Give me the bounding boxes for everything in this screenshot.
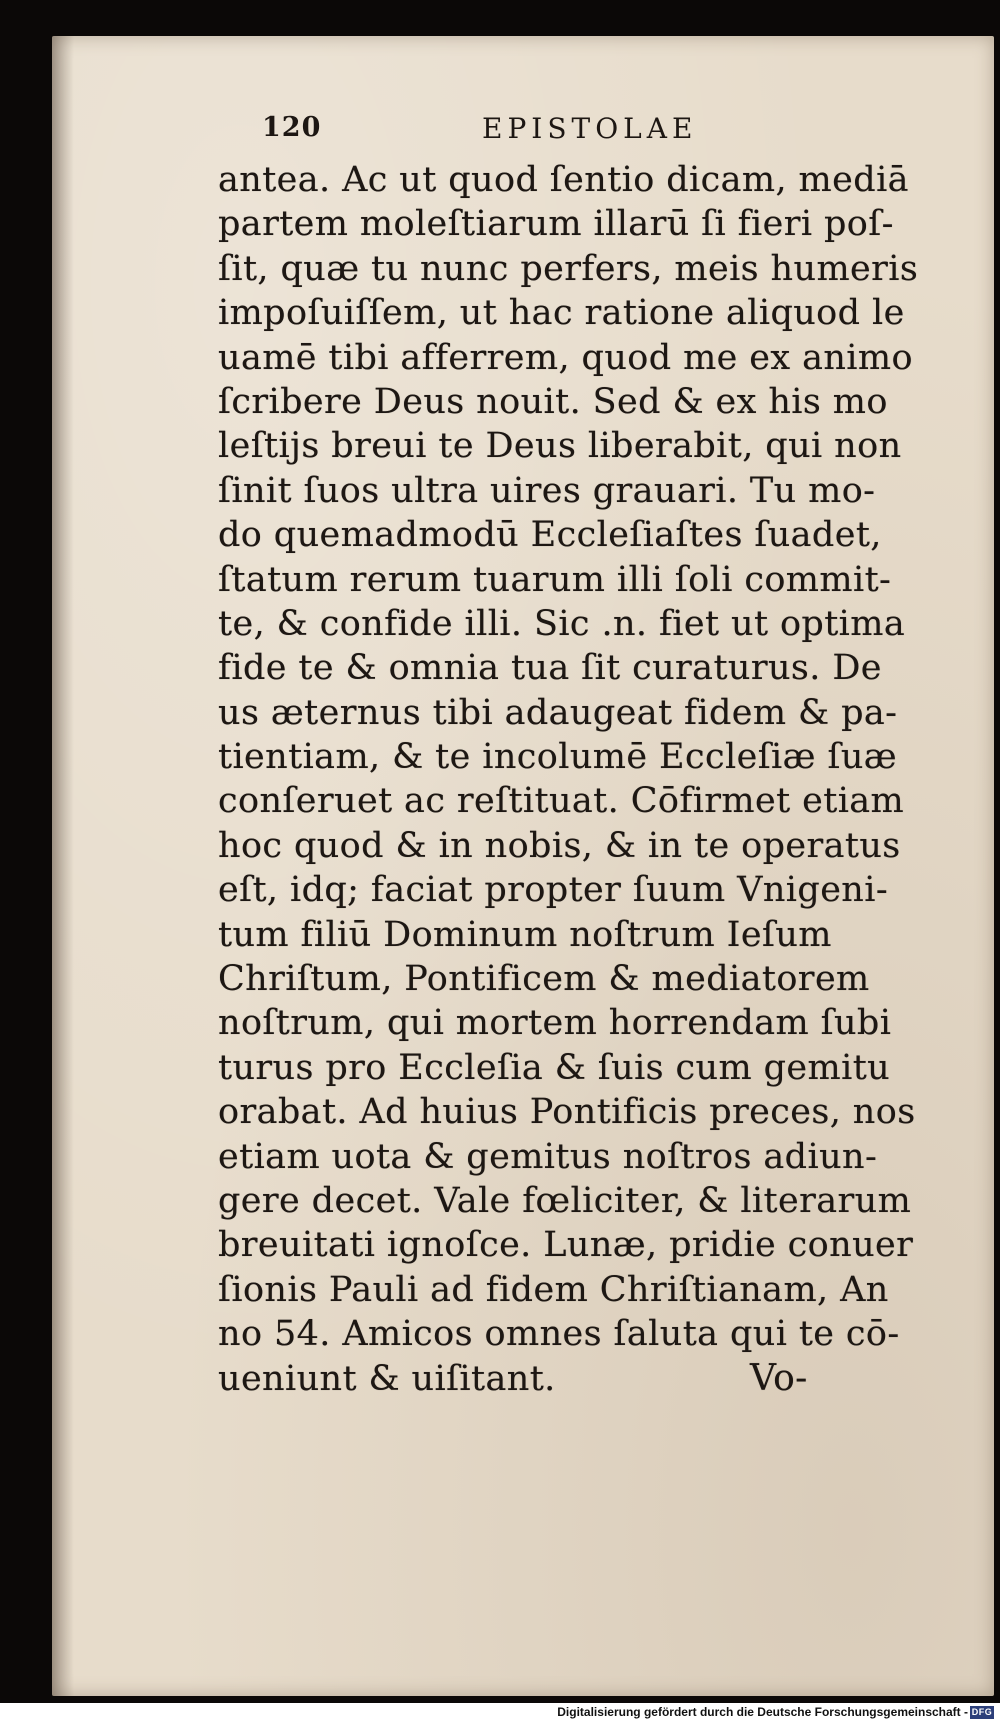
running-head <box>218 112 938 158</box>
text-line-last <box>218 1357 938 1401</box>
text-line: fide te & omnia tua ſit curaturus. De <box>218 648 882 689</box>
digitization-credit: Digitalisierung gefördert durch die Deutsche Forschungsgemeinschaft - <box>557 1705 968 1719</box>
body-text <box>218 158 938 1401</box>
text-line: do quemadmodū Eccleſiaſtes ſuadet, <box>218 515 882 556</box>
text-line: te, & confide illi. Sic .n. fiet ut optima <box>218 603 906 644</box>
text-line: etiam uota & gemitus noſtros adiun- <box>218 1136 878 1177</box>
dfg-logo: DFG <box>971 1707 993 1717</box>
page-gutter-shadow <box>52 36 74 1696</box>
text-line: us æternus tibi adaugeat fidem & pa- <box>218 692 898 733</box>
text-line: gere decet. Vale fœliciter, & literarum <box>218 1180 912 1221</box>
text-line: tum filiū Dominum noſtrum Ieſum <box>218 914 832 955</box>
text-line: uamē tibi afferrem, quod me ex animo <box>218 337 913 378</box>
text-line: no 54. Amicos omnes ſaluta qui te cō- <box>218 1314 900 1355</box>
text-line: hoc quod & in nobis, & in te operatus <box>218 825 901 866</box>
text-line: ſit, quæ tu nunc perfers, meis humeris <box>218 248 919 289</box>
text-line: eſt, idq; faciat propter ſuum Vnigeni- <box>218 870 889 911</box>
text-line: tientiam, & te incolumē Eccleſiæ ſuæ <box>218 737 898 778</box>
text-line: orabat. Ad huius Pontificis preces, nos <box>218 1092 916 1133</box>
text-line: Chriſtum, Pontificem & mediatorem <box>218 959 870 1000</box>
text-line: antea. Ac ut quod ſentio dicam, mediā <box>218 160 909 200</box>
page-number: 120 <box>262 112 322 143</box>
text-line: ſionis Pauli ad fidem Chriſtianam, An <box>218 1269 889 1310</box>
text-line: ſinit ſuos ultra uires grauari. Tu mo- <box>218 470 876 511</box>
running-head-title: EPISTOLAE <box>482 112 698 145</box>
text-line: turus pro Eccleſia & ſuis cum gemitu <box>218 1047 891 1088</box>
text-line: leſtijs breui te Deus liberabit, qui non <box>218 426 902 467</box>
catchword: Vo- <box>750 1357 808 1399</box>
text-line: ſcribere Deus nouit. Sed & ex his mo <box>218 381 888 422</box>
text-line: partem moleſtiarum illarū ſi fieri poſ- <box>218 204 894 245</box>
text-line: noſtrum, qui mortem horrendam ſubi <box>218 1003 892 1044</box>
text-line: ſtatum rerum tuarum illi ſoli commit- <box>218 559 892 600</box>
text-line: breuitati ignoſce. Lunæ, pridie conuer <box>218 1225 914 1266</box>
page-text-block <box>218 112 938 1401</box>
text-line-last-text: ueniunt & uiſitant. <box>218 1358 556 1399</box>
text-line: conſeruet ac reſtituat. Cōfirmet etiam <box>218 781 905 822</box>
text-line: impoſuiſſem, ut hac ratione aliquod le <box>218 293 905 334</box>
